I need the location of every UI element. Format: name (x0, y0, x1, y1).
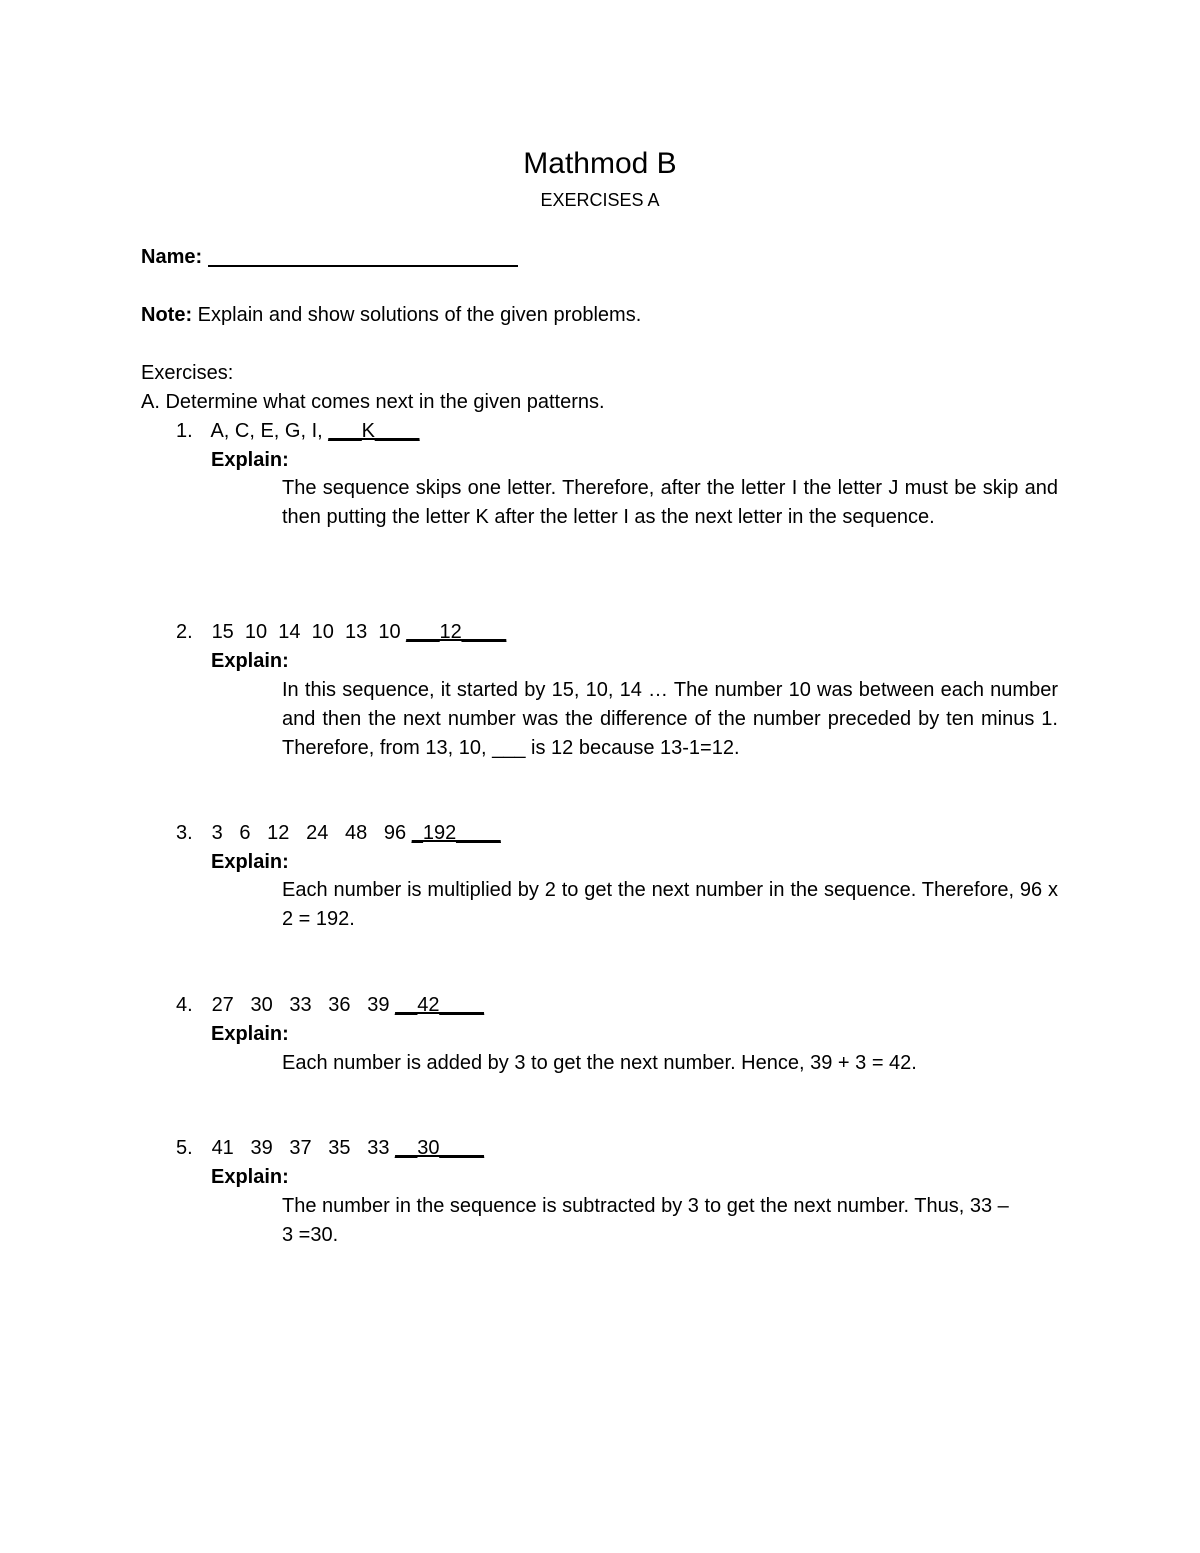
item-answer: __30____ (395, 1137, 485, 1159)
item-answer: ___12____ (406, 621, 507, 643)
item-number: 5. (176, 1137, 193, 1159)
exercise-item-4 (176, 991, 484, 1019)
item-answer: ___K____ (328, 420, 420, 442)
exercise-item-1 (176, 417, 419, 445)
item-sequence: 27 30 33 36 39 (211, 994, 390, 1016)
exercise-item-3 (176, 819, 501, 847)
item-number: 4. (176, 994, 193, 1016)
exercise-item-2 (176, 618, 506, 646)
item-explanation: Each number is added by 3 to get the next number. Hence, 39 + 3 = 42. (282, 1052, 917, 1074)
explain-label: Explain: (211, 449, 289, 471)
explain-label: Explain: (211, 1166, 289, 1188)
name-label: Name: (141, 246, 203, 268)
explain-label: Explain: (211, 851, 289, 873)
section-a-instruction: A. Determine what comes next in the given patterns. (141, 391, 605, 413)
note-label: Note: (141, 304, 193, 326)
item-answer: __42____ (395, 994, 485, 1016)
exercises-heading: Exercises: (141, 362, 234, 384)
document-subtitle: EXERCISES A (540, 190, 660, 210)
note-row (141, 301, 641, 329)
document-title: Mathmod B (523, 147, 677, 180)
item-explanation: The number in the sequence is subtracted by 3 to get the next number. Thus, 33 – 3 =30. (282, 1195, 1009, 1246)
item-number: 2. (176, 621, 193, 643)
item-explanation: In this sequence, it started by 15, 10, 14 … The number 10 was between each number and then the next number was the difference of the number preceded by ten minus 1. Therefore, from 13, 10, ___ is 12 because 13-1=12. (282, 679, 1058, 759)
item-sequence: 15 10 14 10 13 10 (211, 621, 401, 643)
item-number: 3. (176, 822, 193, 844)
item-number: 1. (176, 420, 193, 442)
item-sequence: 41 39 37 35 33 (211, 1137, 390, 1159)
explain-label: Explain: (211, 1023, 289, 1045)
explain-label: Explain: (211, 650, 289, 672)
item-explanation: The sequence skips one letter. Therefore, after the letter I the letter J must be skip and then putting the letter K after the letter I as the next letter in the sequence. (282, 477, 1058, 528)
note-text: Explain and show solutions of the given problems. (197, 304, 642, 326)
item-sequence: A, C, E, G, I, (210, 420, 323, 442)
exercise-item-5 (176, 1134, 484, 1162)
name-blank-line (208, 243, 518, 267)
item-answer: _192____ (411, 822, 501, 844)
name-row (141, 243, 518, 271)
item-sequence: 3 6 12 24 48 96 (211, 822, 407, 844)
item-explanation: Each number is multiplied by 2 to get the next number in the sequence. Therefore, 96 x 2 = 192. (282, 879, 1058, 930)
